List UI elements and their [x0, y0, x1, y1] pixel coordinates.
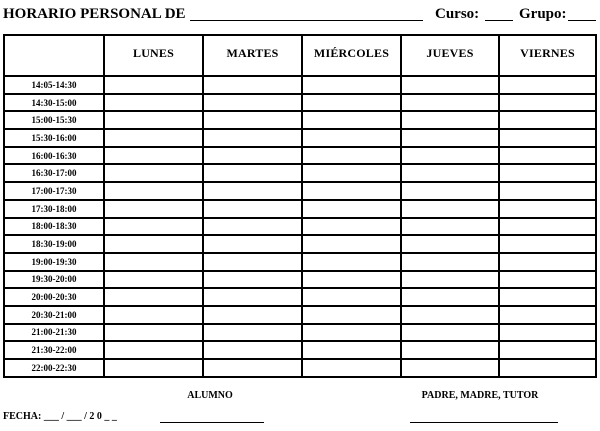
schedule-cell[interactable] [302, 359, 401, 377]
schedule-cell[interactable] [104, 111, 203, 129]
time-slot-label: 19:30-20:00 [4, 271, 104, 289]
time-slot-label: 20:30-21:00 [4, 306, 104, 324]
time-slot-label: 22:00-22:30 [4, 359, 104, 377]
schedule-cell[interactable] [104, 253, 203, 271]
schedule-cell[interactable] [203, 359, 302, 377]
schedule-cell[interactable] [401, 235, 499, 253]
table-row [4, 235, 596, 253]
schedule-cell[interactable] [104, 94, 203, 112]
parent-signature-line[interactable] [410, 422, 558, 423]
time-slot-label: 15:00-15:30 [4, 111, 104, 129]
schedule-cell[interactable] [104, 324, 203, 342]
schedule-cell[interactable] [302, 200, 401, 218]
schedule-cell[interactable] [401, 111, 499, 129]
schedule-cell[interactable] [302, 94, 401, 112]
schedule-cell[interactable] [203, 76, 302, 94]
schedule-cell[interactable] [499, 235, 596, 253]
schedule-cell[interactable] [203, 253, 302, 271]
schedule-cell[interactable] [104, 235, 203, 253]
table-row [4, 94, 596, 112]
schedule-cell[interactable] [203, 164, 302, 182]
schedule-cell[interactable] [401, 253, 499, 271]
table-row [4, 200, 596, 218]
schedule-cell[interactable] [302, 235, 401, 253]
schedule-cell[interactable] [302, 164, 401, 182]
schedule-cell[interactable] [499, 164, 596, 182]
schedule-cell[interactable] [104, 164, 203, 182]
schedule-cell[interactable] [203, 129, 302, 147]
schedule-cell[interactable] [401, 164, 499, 182]
time-slot-label: 16:00-16:30 [4, 147, 104, 165]
schedule-cell[interactable] [104, 306, 203, 324]
time-slot-label: 14:30-15:00 [4, 94, 104, 112]
schedule-cell[interactable] [302, 129, 401, 147]
schedule-cell[interactable] [302, 218, 401, 236]
schedule-cell[interactable] [499, 288, 596, 306]
schedule-cell[interactable] [203, 324, 302, 342]
schedule-cell[interactable] [104, 271, 203, 289]
schedule-cell[interactable] [401, 94, 499, 112]
schedule-cell[interactable] [104, 200, 203, 218]
schedule-cell[interactable] [401, 200, 499, 218]
schedule-cell[interactable] [203, 218, 302, 236]
grupo-blank-line[interactable] [568, 20, 596, 21]
schedule-cell[interactable] [104, 76, 203, 94]
time-slot-label: 20:00-20:30 [4, 288, 104, 306]
day-header-2: MARTES [203, 35, 302, 76]
schedule-cell[interactable] [499, 129, 596, 147]
schedule-cell[interactable] [499, 359, 596, 377]
schedule-cell[interactable] [104, 182, 203, 200]
schedule-cell[interactable] [302, 253, 401, 271]
schedule-cell[interactable] [203, 341, 302, 359]
schedule-cell[interactable] [401, 147, 499, 165]
schedule-cell[interactable] [302, 341, 401, 359]
schedule-cell[interactable] [104, 218, 203, 236]
table-row [4, 129, 596, 147]
table-row [4, 164, 596, 182]
table-row [4, 253, 596, 271]
schedule-cell[interactable] [499, 147, 596, 165]
grupo-label: Grupo: [519, 6, 567, 22]
schedule-cell[interactable] [499, 200, 596, 218]
table-row [4, 182, 596, 200]
schedule-cell[interactable] [499, 76, 596, 94]
fecha-label: FECHA: ___ / ___ / 2 0 _ _ [3, 411, 117, 422]
schedule-cell[interactable] [104, 129, 203, 147]
schedule-cell[interactable] [401, 341, 499, 359]
student-signature-label: ALUMNO [187, 390, 233, 401]
schedule-cell[interactable] [499, 306, 596, 324]
time-slot-label: 19:00-19:30 [4, 253, 104, 271]
time-slot-label: 18:30-19:00 [4, 235, 104, 253]
student-signature-line[interactable] [160, 422, 264, 423]
time-slot-label: 18:00-18:30 [4, 218, 104, 236]
schedule-cell[interactable] [203, 111, 302, 129]
schedule-cell[interactable] [104, 341, 203, 359]
schedule-cell[interactable] [302, 324, 401, 342]
schedule-cell[interactable] [203, 147, 302, 165]
day-header-5: VIERNES [499, 35, 596, 76]
schedule-cell[interactable] [499, 271, 596, 289]
schedule-cell[interactable] [203, 182, 302, 200]
time-slot-label: 17:30-18:00 [4, 200, 104, 218]
schedule-cell[interactable] [104, 359, 203, 377]
schedule-cell[interactable] [302, 76, 401, 94]
table-row [4, 271, 596, 289]
schedule-cell[interactable] [499, 341, 596, 359]
schedule-cell[interactable] [401, 129, 499, 147]
schedule-body [4, 76, 596, 377]
time-slot-label: 14:05-14:30 [4, 76, 104, 94]
table-row [4, 341, 596, 359]
schedule-cell[interactable] [401, 306, 499, 324]
schedule-cell[interactable] [203, 271, 302, 289]
corner-header-cell [4, 35, 104, 76]
schedule-cell[interactable] [302, 147, 401, 165]
table-row [4, 324, 596, 342]
title-label: HORARIO PERSONAL DE [3, 6, 186, 22]
schedule-cell[interactable] [104, 147, 203, 165]
schedule-cell[interactable] [401, 271, 499, 289]
schedule-cell[interactable] [302, 288, 401, 306]
curso-blank-line[interactable] [485, 20, 513, 21]
time-slot-label: 17:00-17:30 [4, 182, 104, 200]
time-slot-label: 21:30-22:00 [4, 341, 104, 359]
schedule-cell[interactable] [401, 324, 499, 342]
time-slot-label: 16:30-17:00 [4, 164, 104, 182]
table-row [4, 359, 596, 377]
table-row [4, 111, 596, 129]
name-blank-line[interactable] [190, 20, 423, 21]
schedule-cell[interactable] [302, 111, 401, 129]
table-row [4, 76, 596, 94]
table-row [4, 288, 596, 306]
schedule-cell[interactable] [203, 94, 302, 112]
schedule-cell[interactable] [499, 94, 596, 112]
schedule-cell[interactable] [302, 306, 401, 324]
schedule-cell[interactable] [401, 182, 499, 200]
schedule-cell[interactable] [499, 253, 596, 271]
schedule-cell[interactable] [499, 218, 596, 236]
schedule-table [3, 34, 597, 378]
schedule-cell[interactable] [104, 288, 203, 306]
table-row [4, 147, 596, 165]
schedule-cell[interactable] [401, 76, 499, 94]
schedule-cell[interactable] [499, 182, 596, 200]
schedule-cell[interactable] [401, 288, 499, 306]
title-row [3, 6, 597, 26]
schedule-cell[interactable] [499, 111, 596, 129]
schedule-cell[interactable] [499, 324, 596, 342]
schedule-cell[interactable] [203, 200, 302, 218]
day-header-3: MIÉRCOLES [302, 35, 401, 76]
schedule-cell[interactable] [401, 218, 499, 236]
table-row [4, 218, 596, 236]
schedule-cell[interactable] [203, 306, 302, 324]
schedule-cell[interactable] [203, 288, 302, 306]
schedule-cell[interactable] [302, 271, 401, 289]
schedule-cell[interactable] [302, 182, 401, 200]
day-header-1: LUNES [104, 35, 203, 76]
time-slot-label: 21:00-21:30 [4, 324, 104, 342]
schedule-cell[interactable] [203, 235, 302, 253]
parent-signature-label: PADRE, MADRE, TUTOR [421, 390, 539, 401]
schedule-header-row [4, 35, 596, 76]
time-slot-label: 15:30-16:00 [4, 129, 104, 147]
curso-label: Curso: [435, 6, 480, 22]
schedule-cell[interactable] [401, 359, 499, 377]
day-header-4: JUEVES [401, 35, 499, 76]
table-row [4, 306, 596, 324]
